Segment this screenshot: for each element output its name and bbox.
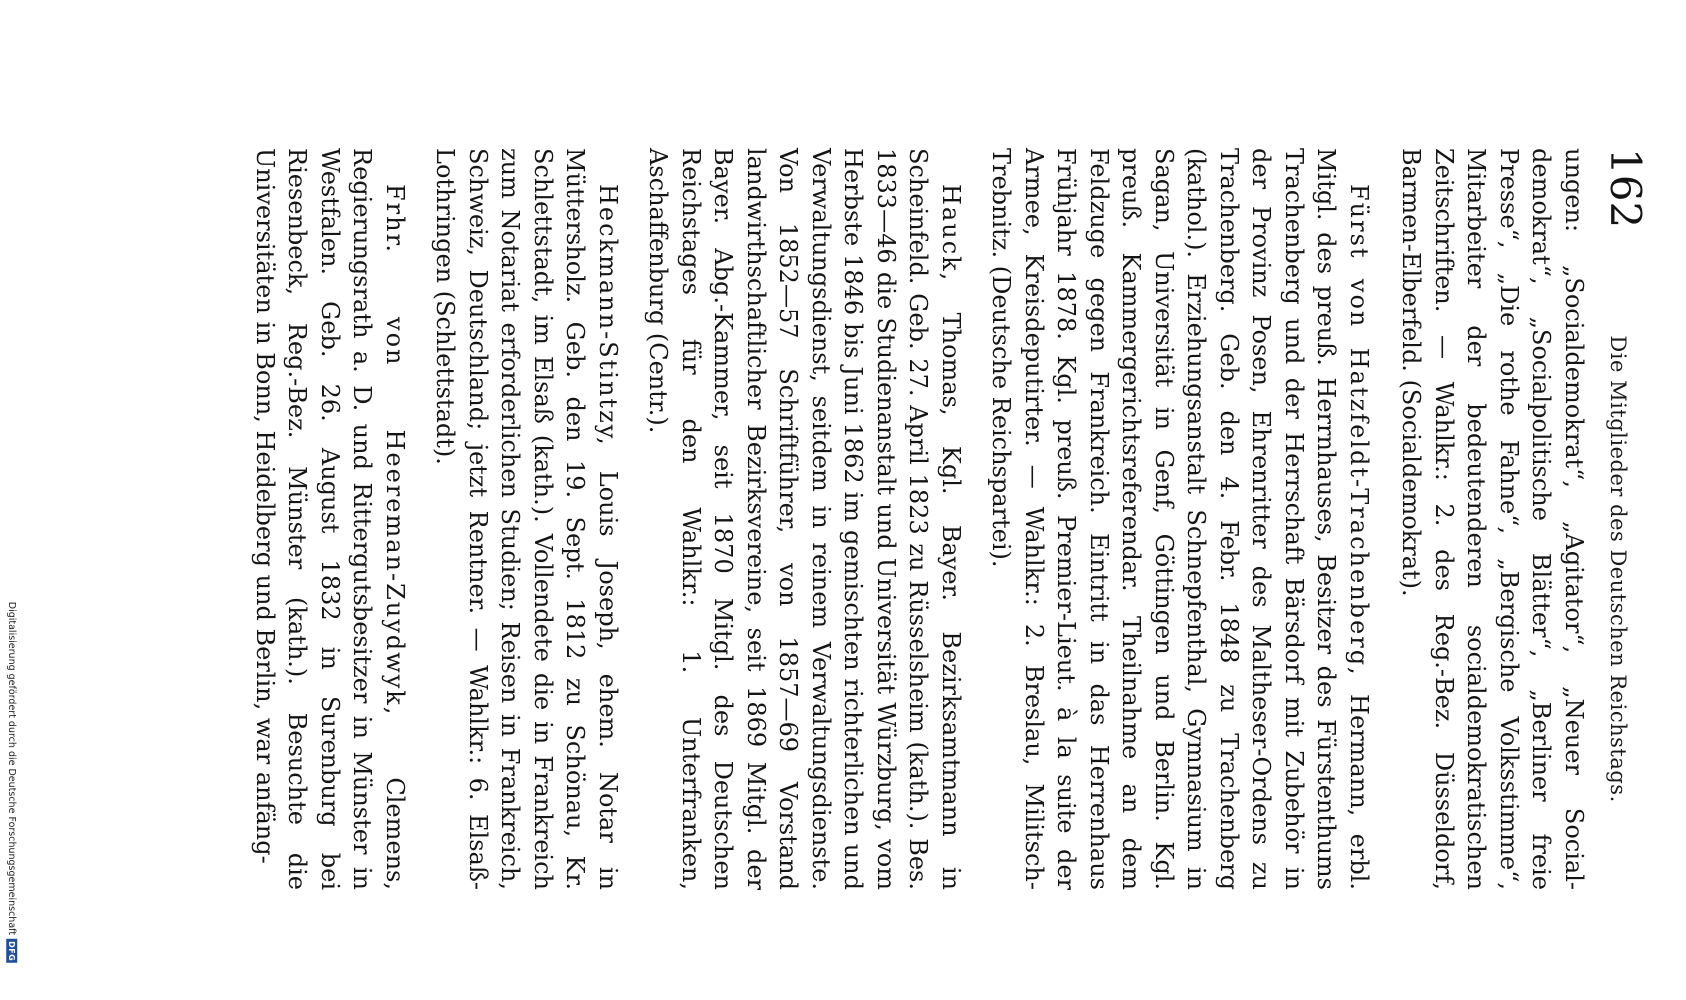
credit-text: Digitalisierung gefördert durch die Deutsche Forschungsgemeinschaft [6, 601, 18, 936]
paragraph-continued [1395, 148, 1590, 890]
running-head [1601, 148, 1650, 890]
entry-name: Hauck, [937, 184, 965, 283]
page-content [231, 148, 1650, 890]
entry-heckmann-stintzy [429, 148, 624, 890]
entry-text: Clemens, Regierungsrath a. D. und Rittergutsbesitzer in Münster in Westfalen. Geb. 26. August 1832 in Surenburg bei Riesenbeck, Reg.-Bez. Münster (kath.). Besuchte die Universitäten in Bonn, Heidelberg und Berlin, war anfäng- [251, 148, 409, 890]
paragraph-text: ungen: „Socialdemokrat“, „Agitator“, „Neuer Social-demokrat“, „Socialpolitische Blätter“, „Berliner freie Presse“, „Die rothe Fahne“, „Bergische Volksstimme“, Mitarbeiter der bedeutenderen socialdemokratischen Zeitschriften. — Wahlkr.: 2. des Reg.-Bez. Düsseldorf, Barmen-Elberfeld. (Socialdemokrat). [1397, 148, 1588, 890]
dfg-logo: DFG [7, 941, 17, 962]
running-title: Die Mitglieder des Deutschen Reichstags. [1606, 335, 1630, 803]
entry-text: Thomas, Kgl. Bayer. Bezirksamtmann in Scheinfeld. Geb. 27. April 1823 zu Rüsselsheim (kath.). Bes. 1833—46 die Studienanstalt und Universität Würzburg, vom Herbste 1846 bis Juni 1862 im gemischten richterlichen und Verwaltungsdienst, seitdem in reinem Verwaltungsdienste. Von 1852—57 Schriftführer, von 1857—69 Vorstand landwirthschaftlicher Bezirksvereine, seit 1869 Mitgl. der Bayer. Abg.-Kammer, seit 1870 Mitgl. des Deutschen Reichstages für den Wahlkr.: 1. Unterfranken, Aschaffenburg (Centr.). [644, 148, 965, 890]
entry-name: Fürst von Hatzfeldt-Trachenberg, [1345, 184, 1373, 677]
digitization-credit [0, 565, 24, 1000]
entry-heereman [249, 148, 412, 890]
entry-text: Louis Joseph, ehem. Notar in Müttersholz. Geb. den 19. Sept. 1812 zu Schönau, Kr. Schlettstadt, im Elsaß (kath.). Vollendete die in Frankreich zum Notariat erforderlichen Studien; Reisen in Frankreich, Schweiz, Deutschland; jetzt Rentner. — Wahlkr.: 6. Elsaß-Lothringen (Schlettstadt). [431, 148, 622, 890]
page-number: 162 [1601, 148, 1650, 229]
entry-hatzfeldt [985, 148, 1375, 890]
entry-hauck [642, 148, 967, 890]
entry-name: Heckmann-Stintzy, [594, 184, 622, 447]
entry-text: Hermann, erbl. Mitgl. des preuß. Herrnhauses, Besitzer des Fürstenthums Trachenberg und der Herrschaft Bärsdorf mit Zubehör in der Provinz Posen, Ehrenritter des Maltheser-Ordens zu Trachenberg. Geb. den 4. Febr. 1848 zu Trachenberg (kathol.). Erziehungsanstalt Schnepfenthal, Gymnasium in Sagan, Universität in Genf, Göttingen und Berlin. Kgl. preuß. Kammergerichtsreferendar. Theilnahme an dem Feldzuge gegen Frankreich. Eintritt in das Herrenhaus Frühjahr 1878. Kgl. preuß. Premier-Lieut. à la suite der Armee, Kreisdeputirter. — Wahlkr.: 2. Breslau, Militsch-Trebnitz. (Deutsche Reichspartei). [987, 148, 1373, 890]
entry-name: Frhr. von Heereman-Zuydwyk, [381, 184, 409, 717]
